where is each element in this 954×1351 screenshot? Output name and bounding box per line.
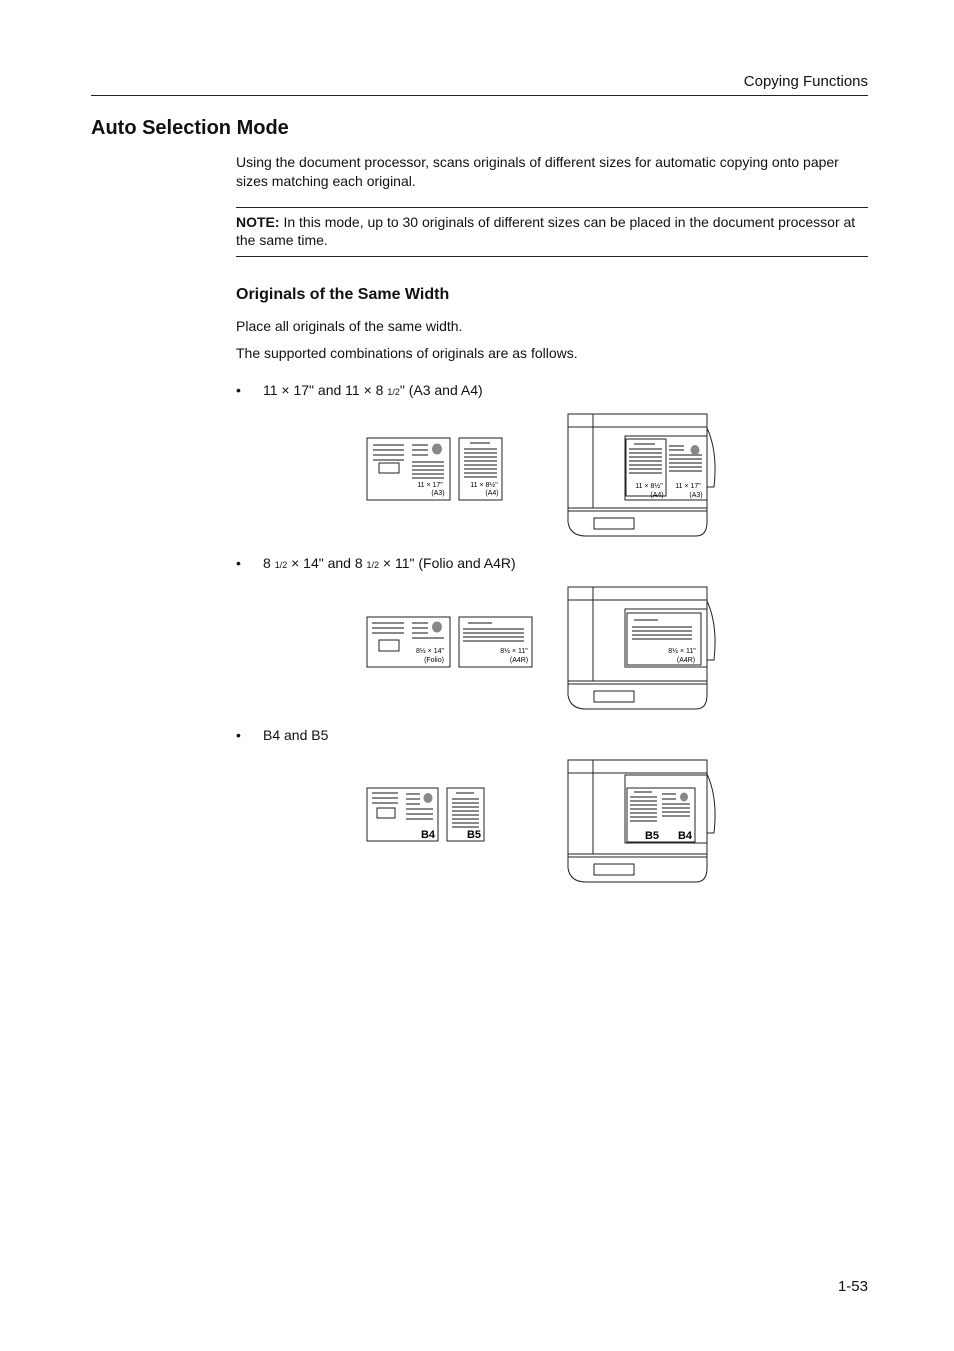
picture-box [379, 463, 399, 473]
note-text: In this mode, up to 30 originals of different sizes can be placed in the document processor at the same time. [236, 214, 856, 248]
machine-size-label: 8½ × 11" [668, 648, 696, 655]
bullet-dot: • [236, 382, 241, 398]
subsection-title: Originals of the Same Width [236, 286, 450, 303]
machine-size-label: 11 × 17" [675, 483, 701, 490]
figure-machine-folio-a4r [566, 585, 718, 713]
section-header-title: Copying Functions [743, 73, 868, 90]
figure-originals-a3-a4 [366, 437, 506, 503]
paragraph-same-width: Place all originals of the same width. [236, 318, 463, 334]
original-size-label: 8½ × 14" [416, 648, 444, 655]
machine-std-label: (A4) [650, 492, 664, 499]
intro-paragraph: Using the document processor, scans originals of different sizes for automatic copying onto paper sizes matching each original. [236, 154, 839, 189]
bullet-dot: • [236, 555, 241, 571]
page-number: 1-53 [837, 1278, 868, 1295]
original-std-label: (A4R) [509, 657, 529, 664]
machine-std-label: (A3) [689, 492, 703, 499]
original-std-label: (A4) [485, 490, 499, 497]
original-size-label: 8½ × 11" [500, 648, 528, 655]
original-std-label: B4 [420, 829, 436, 841]
figure-machine-a3-a4 [566, 412, 718, 542]
original-size-label: 11 × 17" [417, 482, 443, 489]
machine-std-label: B4 [677, 830, 693, 842]
note-box [236, 207, 868, 257]
page-title: Auto Selection Mode [91, 117, 289, 139]
bullet-dot: • [236, 727, 241, 743]
machine-std-label: B5 [644, 830, 660, 842]
figure-icon [432, 444, 442, 455]
machine-size-label: 11 × 8½" [635, 483, 663, 490]
note-label: NOTE: [236, 214, 280, 230]
original-std-label: (A3) [431, 490, 445, 497]
figure-machine-b4-b5 [566, 758, 718, 886]
machine-std-label: (A4R) [676, 657, 696, 664]
original-size-label: 11 × 8½" [470, 482, 498, 489]
bullet-item-a3-a4: • 11 × 17" and 11 × 8 1/2" (A3 and A4) [236, 382, 483, 398]
header-divider [91, 95, 868, 96]
bullet-item-folio-a4r: • 8 1/2 × 14" and 8 1/2 × 11" (Folio and A4R) [236, 555, 516, 571]
paragraph-combinations: The supported combinations of originals are as follows. [236, 345, 578, 361]
original-std-label: (Folio) [424, 657, 444, 664]
figure-originals-b4-b5 [366, 787, 488, 845]
figure-originals-folio-a4r [366, 616, 536, 670]
original-std-label: B5 [466, 829, 482, 841]
bullet-item-b4-b5: • B4 and B5 [236, 727, 329, 743]
